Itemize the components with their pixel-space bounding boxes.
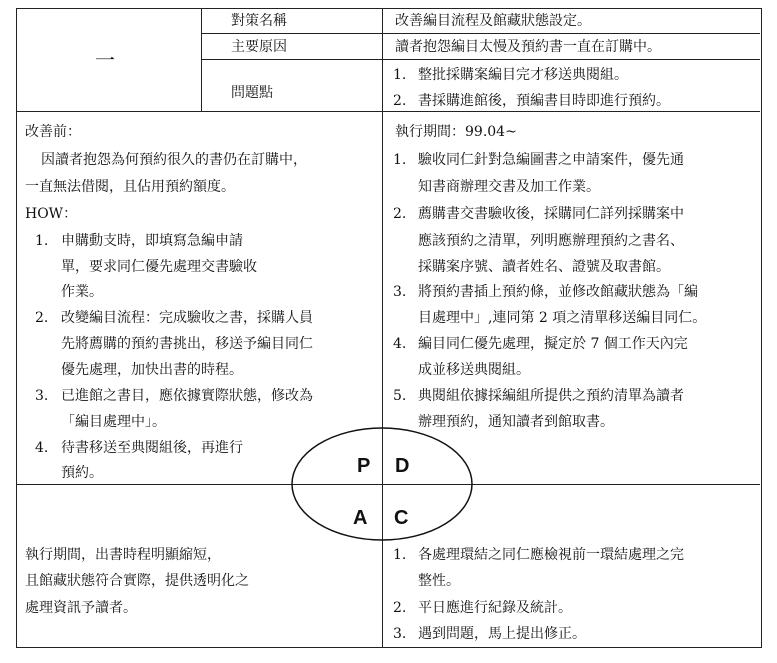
act-item-line: 整性。: [418, 573, 460, 589]
do-item-line: 編目同仁優先處理，擬定於 7 個工作天內完: [418, 336, 688, 352]
value-main-cause: 讀者抱怨編目太慢及預約書一直在訂購中。: [395, 39, 661, 55]
do-item-line: 驗收同仁針對急編圖書之申請案件，優先通: [418, 152, 684, 168]
do-item-num: 5.: [393, 388, 407, 404]
plan-how-label: HOW：: [25, 206, 78, 222]
act-item-num: 3.: [393, 626, 407, 642]
plan-intro-line: 一直無法借閱，且佔用預約額度。: [25, 179, 235, 195]
plan-item-line: 單，要求同仁優先處理交書驗收: [61, 259, 257, 275]
problem-num: 1.: [393, 67, 407, 83]
act-item-line: 各處理環結之同仁應檢視前一環結處理之完: [418, 547, 684, 563]
plan-item-line: 先將薦購的預約書挑出，移送予編目同仁: [61, 336, 313, 352]
plan-item-line: 待書移送至典閱組後，再進行: [61, 440, 243, 456]
problem-text: 書採購進館後，預編書目時即進行預約。: [418, 93, 670, 109]
do-item-line: 目處理中」,連同第 2 項之清單移送編目同仁。: [418, 310, 707, 326]
plan-item-line: 作業。: [61, 284, 103, 300]
do-item-line: 辦理預約，通知讀者到館取書。: [418, 414, 614, 430]
do-item-num: 4.: [393, 336, 407, 352]
plan-item-num: 1.: [35, 233, 49, 249]
plan-item-num: 3.: [35, 388, 49, 404]
do-item-num: 2.: [393, 206, 407, 222]
cycle-letter-c: C: [394, 507, 409, 529]
plan-item-num: 4.: [35, 440, 49, 456]
do-item-num: 3.: [393, 284, 407, 300]
problem-text: 整批採購案編目完才移送典閱組。: [418, 67, 628, 83]
pdca-table: [16, 8, 762, 648]
plan-intro-line: 因讀者抱怨為何預約很久的書仍在訂購中，: [41, 152, 307, 168]
do-item-line: 成並移送典閱組。: [418, 362, 530, 378]
do-item-line: 薦購書交書驗收後，採購同仁詳列採購案中: [418, 206, 684, 222]
do-item-line: 將預約書插上預約條，並修改館藏狀態為「編: [418, 284, 698, 300]
plan-item-line: 預約。: [61, 465, 103, 481]
plan-item-line: 「編目處理中」。: [61, 414, 166, 430]
do-period: 執行期間：99.04~: [395, 124, 517, 140]
plan-item-line: 申購動支時，即填寫急編申請: [61, 233, 243, 249]
plan-item-line: 優先處理，加快出書的時程。: [61, 362, 243, 378]
plan-title: 改善前：: [25, 124, 81, 140]
value-measure-name: 改善編目流程及館藏狀態設定。: [395, 13, 591, 29]
pdca-cycle-ellipse: [17, 9, 760, 647]
do-item-line: 應該預約之清單，列明應辦理預約之書名、: [418, 233, 684, 249]
do-item-line: 知書商辦理交書及加工作業。: [418, 179, 600, 195]
problem-num: 2.: [393, 93, 407, 109]
do-item-line: 典閱組依據採編組所提供之預約清單為讀者: [418, 388, 684, 404]
cycle-letter-a: A: [353, 507, 368, 529]
label-main-cause: 主要原因: [231, 39, 287, 55]
check-line: 且館藏狀態符合實際，提供透明化之: [25, 573, 249, 589]
do-item-num: 1.: [393, 152, 407, 168]
check-line: 執行期間，出書時程明顯縮短，: [25, 547, 221, 563]
act-item-line: 平日應進行紀錄及統計。: [418, 600, 572, 616]
label-problems: 問題點: [231, 85, 273, 101]
cycle-letter-d: D: [395, 455, 410, 477]
do-item-line: 採購案序號、讀者姓名、證號及取書館。: [418, 259, 670, 275]
check-line: 處理資訊予讀者。: [25, 600, 137, 616]
section-number: 一: [95, 48, 115, 72]
cycle-letter-p: P: [357, 455, 371, 477]
plan-item-line: 已進館之書目，應依據實際狀態，修改為: [61, 388, 313, 404]
label-measure-name: 對策名稱: [231, 13, 287, 29]
act-item-num: 2.: [393, 600, 407, 616]
act-item-line: 遇到問題，馬上提出修正。: [418, 626, 586, 642]
act-item-num: 1.: [393, 547, 407, 563]
plan-item-line: 改變編目流程：完成驗收之書，採購人員: [61, 310, 313, 326]
plan-item-num: 2.: [35, 310, 49, 326]
